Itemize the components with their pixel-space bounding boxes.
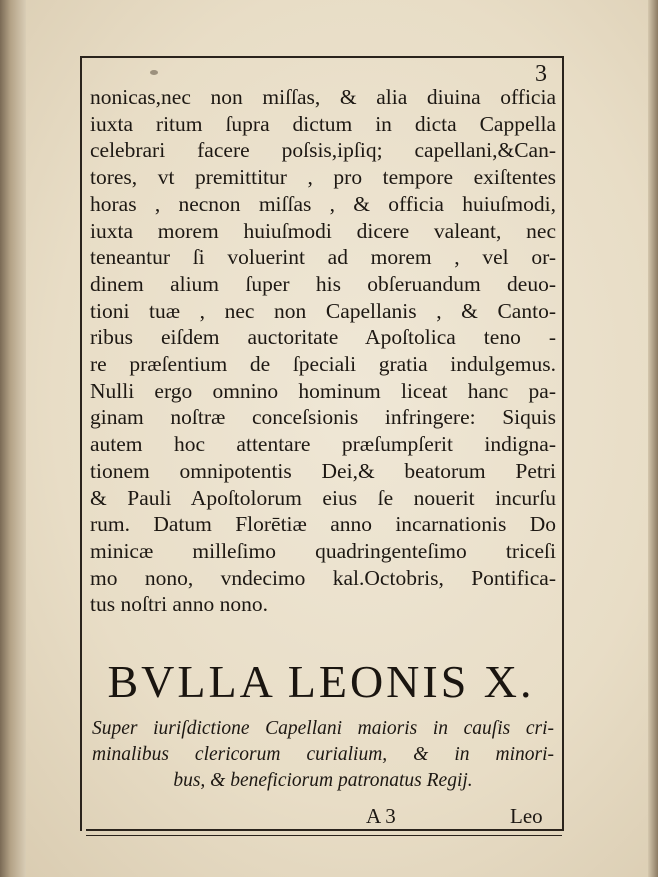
subtitle-line: bus, & beneficiorum patronatus Regij.: [173, 770, 473, 791]
body-line: rum. Datum Florētiæ anno incarnationis Do: [90, 512, 556, 537]
body-line: tus noſtri anno nono.: [90, 592, 268, 617]
top-rule: [80, 56, 564, 58]
body-line: mo nono, vndecimo kal.Octobris, Pontifica-: [90, 565, 556, 590]
section-subtitle: [92, 716, 554, 794]
body-line: teneantur ſi voluerint ad morem , vel or-: [90, 245, 556, 270]
signature-mark: A 3: [366, 804, 396, 828]
subtitle-line: Super iuriſdictione Capellani maioris in cauſis cri-: [92, 718, 554, 739]
section-heading: BVLLA LEONIS X.: [107, 656, 535, 707]
body-line: Nulli ergo omnino hominum liceat hanc pa-: [90, 378, 556, 403]
body-line: minicæ milleſimo quadringenteſimo triceſi: [90, 538, 556, 563]
page-edge: [648, 0, 658, 877]
body-line: autem hoc attentare præſumpſerit indigna-: [90, 432, 556, 457]
body-line: & Pauli Apoſtolorum eius ſe nouerit incurſu: [90, 485, 556, 510]
body-line: ribus eiſdem auctoritate Apoſtolica teno -: [90, 325, 556, 350]
left-rule: [80, 56, 82, 831]
bottom-rule-thin: [86, 835, 562, 836]
book-gutter: [0, 0, 26, 877]
body-line: re præſentium de ſpeciali gratia indulgemus.: [90, 352, 556, 377]
body-line: iuxta morem huiuſmodi dicere valeant, nec: [90, 218, 556, 243]
catchword: Leo: [510, 804, 543, 828]
right-rule: [562, 56, 564, 831]
body-line: horas , necnon miſſas , & officia huiuſmodi,: [90, 191, 556, 216]
bottom-rule: [86, 829, 562, 831]
ink-smudge: [150, 70, 158, 75]
body-line: tores, vt premittitur , pro tempore exiſtentes: [90, 165, 556, 190]
body-text: [90, 84, 556, 618]
body-line: tioni tuæ , nec non Capellanis , & Canto-: [90, 298, 556, 323]
body-line: nonicas,nec non miſſas, & alia diuina officia: [90, 85, 556, 109]
body-line: tionem omnipotentis Dei,& beatorum Petri: [90, 458, 556, 483]
body-line: celebrari facere poſsis,ipſiq; capellani,&Can-: [90, 138, 556, 163]
body-line: dinem alium ſuper his obſeruandum deuo-: [90, 271, 556, 296]
subtitle-line: minalibus clericorum curialium, & in minori-: [92, 744, 554, 765]
body-line: iuxta ritum ſupra dictum in dicta Cappella: [90, 111, 556, 136]
page-number: 3: [535, 61, 547, 87]
body-line: ginam noſtræ conceſsionis infringere: Siquis: [90, 405, 556, 430]
